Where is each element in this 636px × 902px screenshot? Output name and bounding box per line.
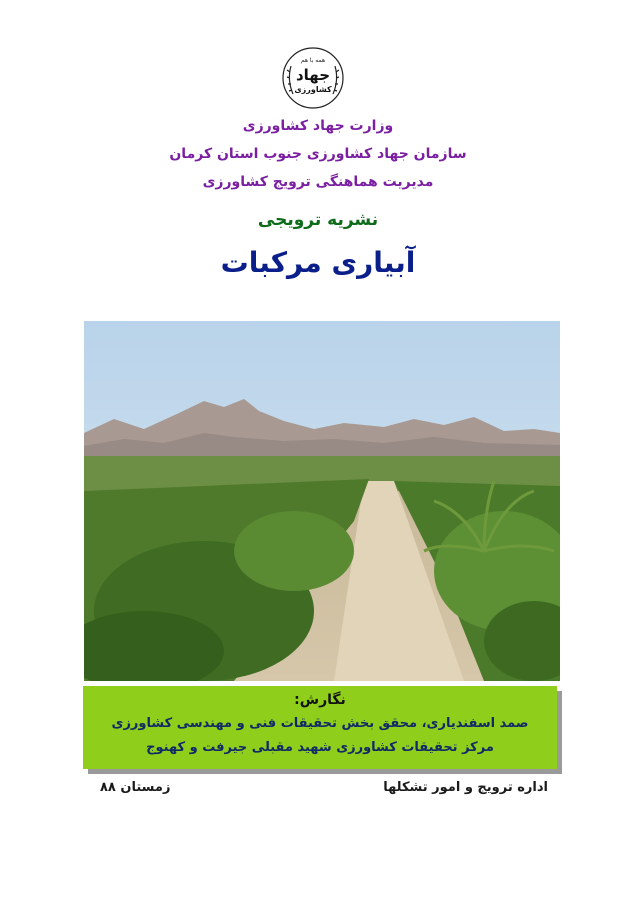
logo-sub-text: کشاورزی [294, 85, 332, 94]
publication-title: آبیاری مرکبات [220, 246, 416, 279]
ministry-logo [281, 46, 345, 110]
footer-date: زمستان ۸۸ [100, 780, 171, 795]
research-center-line: مرکز تحقیقات کشاورزی شهید مقبلی جیرفت و کهنوج [146, 740, 494, 755]
author-box [83, 686, 557, 769]
logo-top-text: همه با هم [300, 57, 326, 64]
logo-main-text: جهاد [295, 66, 331, 84]
author-heading: نگارش: [294, 692, 346, 708]
department-name: مدیریت هماهنگی ترویج کشاورزی [202, 174, 434, 190]
ministry-name: وزارت جهاد کشاورزی [242, 118, 394, 134]
cover-photo-orchard [84, 321, 560, 681]
footer-office: اداره ترویج و امور تشکلها [383, 780, 548, 795]
organization-name: سازمان جهاد کشاورزی جنوب استان کرمان [169, 146, 467, 162]
author-name-line: صمد اسفندیاری، محقق بخش تحقیقات فنی و مهندسی کشاورزی [111, 716, 529, 731]
publication-type: نشریه ترویجی [257, 210, 379, 230]
